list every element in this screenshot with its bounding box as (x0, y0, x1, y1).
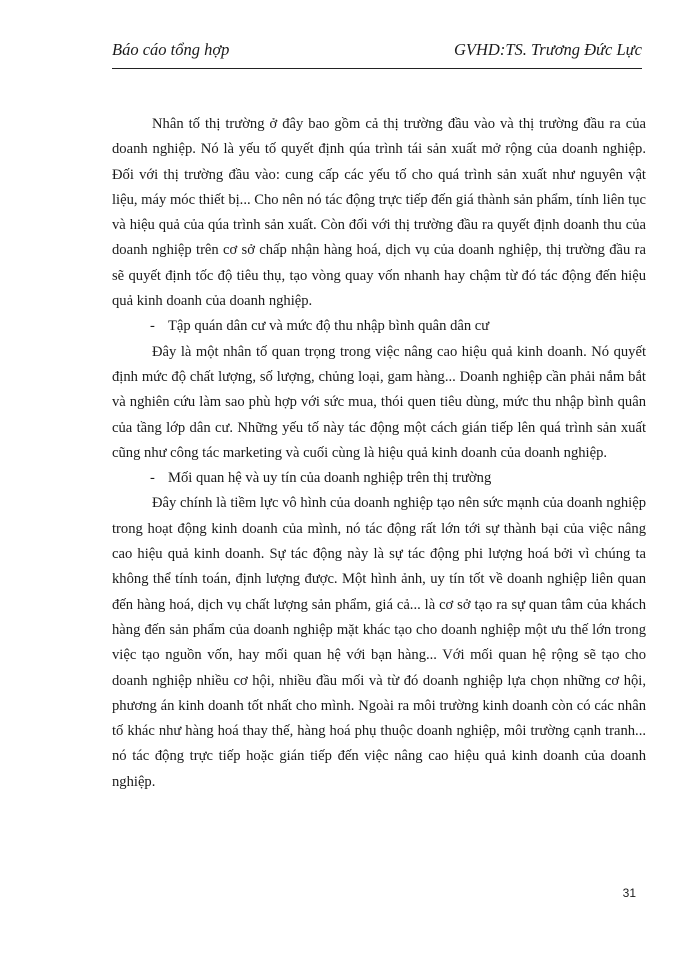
page-header (112, 38, 642, 62)
header-divider (112, 68, 642, 69)
paragraph-reputation: Đây chính là tiềm lực vô hình của doanh nghiệp tạo nên sức mạnh của doanh nghiệp trong hoạt động kinh doanh của mình, nó tác động rất lớn tới sự thành bại của việc nâng cao hiệu quả kinh doanh. Sự tác động này là sự tác động phi lượng hoá bởi vì chúng ta không thể tính toán, định lượng được. Một hình ảnh, uy tín tốt về doanh nghiệp liên quan đến hàng hoá, dịch vụ chất lượng sản phẩm, giá cả... là cơ sở tạo ra sự quan tâm của khách hàng đến sản phẩm của doanh nghiệp mặt khác tạo cho doanh nghiệp một ưu thế lớn trong việc tạo nguồn vốn, hay mối quan hệ với bạn hàng... Với mối quan hệ rộng sẽ tạo cho doanh nghiệp nhiều cơ hội, nhiều đầu mối và từ đó doanh nghiệp lựa chọn những cơ hội, phương án kinh doanh tốt nhất cho mình. Ngoài ra môi trường kinh doanh còn có các nhân tố khác như hàng hoá thay thế, hàng hoá phụ thuộc doanh nghiệp, môi trường cạnh tranh... nó tác động trực tiếp hoặc gián tiếp đến việc nâng cao hiệu quả kinh doanh của doanh nghiệp. (112, 495, 646, 790)
bullet-text: Tập quán dân cư và mức độ thu nhập bình quân dân cư (168, 318, 490, 335)
paragraph-consumer-habits: Đây là một nhân tố quan trọng trong việc nâng cao hiệu quả kinh doanh. Nó quyết định mức độ chất lượng, số lượng, chủng loại, gam hàng... Doanh nghiệp cần phải nắm bắt và nghiên cứu làm sao phù hợp với sức mua, thói quen tiêu dùng, mức thu nhập bình quân của tầng lớp dân cư. Những yếu tố này tác động một cách gián tiếp lên quá trình sản xuất cũng như công tác marketing và cuối cùng là hiệu quả kinh doanh của doanh nghiệp. (112, 343, 646, 461)
page-number: 31 (622, 886, 636, 900)
bullet-item-consumer-habits (112, 314, 646, 339)
bullet-text: Mối quan hệ và uy tín của doanh nghiệp trên thị trường (168, 470, 492, 487)
header-supervisor: GVHD:TS. Trương Đức Lực (454, 40, 642, 59)
paragraph-market-factor: Nhân tố thị trường ở đây bao gồm cả thị trường đầu vào và thị trường đầu ra của doanh nghiệp. Nó là yếu tố quyết định qúa trình tái sản xuất mở rộng của doanh nghiệp. Đối với thị trường đầu vào: cung cấp các yếu tố cho quá trình sản xuất như nguyên vật liệu, máy móc thiết bị... Cho nên nó tác động trực tiếp đến giá thành sản phẩm, tính liên tục và hiệu quả của qúa trình sản xuất. Còn đối với thị trường đầu ra quyết định doanh thu của doanh nghiệp trên cơ sở chấp nhận hàng hoá, dịch vụ của doanh nghiệp, thị trường đầu ra sẽ quyết định tốc độ tiêu thụ, tạo vòng quay vốn nhanh hay chậm từ đó tác động đến hiệu quả kinh doanh của doanh nghiệp. (112, 116, 646, 310)
header-report-title: Báo cáo tổng hợp (112, 40, 230, 59)
document-body (112, 112, 646, 795)
bullet-dash: - (150, 318, 155, 335)
bullet-dash: - (150, 470, 155, 487)
bullet-item-reputation (112, 466, 646, 491)
